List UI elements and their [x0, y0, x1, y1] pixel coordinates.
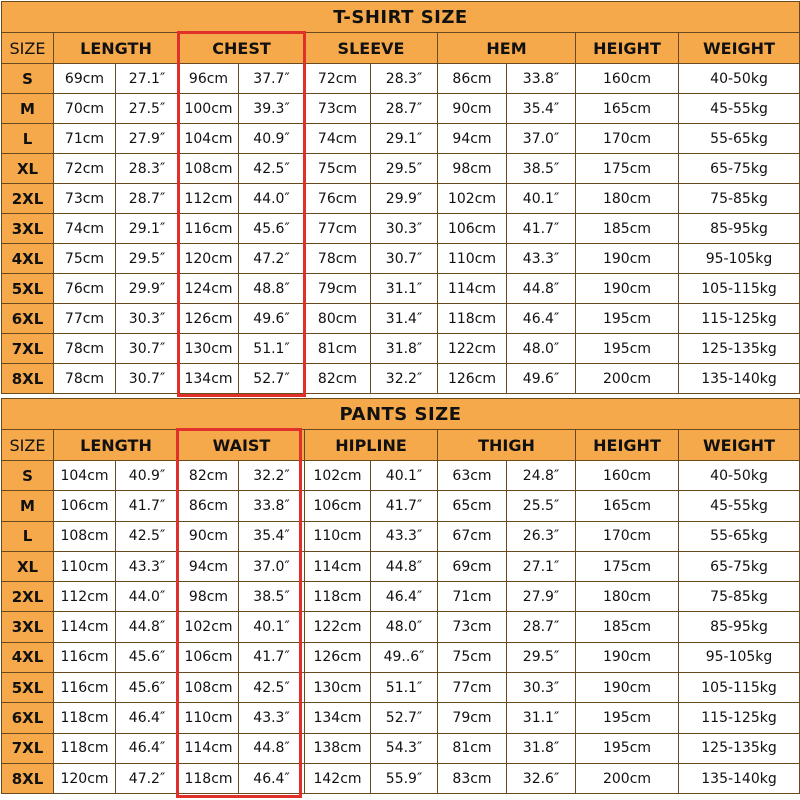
table-cell: 24.8″ — [507, 461, 576, 491]
table-cell: 165cm — [576, 94, 679, 124]
table-cell: 27.1″ — [507, 551, 576, 581]
table-cell: 135-140kg — [679, 763, 800, 793]
table-row — [2, 334, 800, 364]
size-label: 6XL — [2, 703, 54, 733]
table-row — [2, 364, 800, 394]
table-cell: 95-105kg — [679, 642, 800, 672]
table-cell: 26.3″ — [507, 521, 576, 551]
table-cell: 75-85kg — [679, 582, 800, 612]
table-cell: 116cm — [179, 214, 239, 244]
table-cell: 75-85kg — [679, 184, 800, 214]
table-cell: 110cm — [438, 244, 507, 274]
column-header-length: LENGTH — [54, 33, 179, 64]
column-header-height: HEIGHT — [576, 33, 679, 64]
table-cell: 78cm — [54, 334, 116, 364]
table-cell: 30.7″ — [116, 364, 179, 394]
table-cell: 54.3″ — [371, 733, 438, 763]
table-cell: 190cm — [576, 274, 679, 304]
table-cell: 48.8″ — [239, 274, 305, 304]
table-cell: 31.1″ — [371, 274, 438, 304]
table-cell: 120cm — [179, 244, 239, 274]
table-cell: 85-95kg — [679, 214, 800, 244]
table-row — [2, 64, 800, 94]
size-label: S — [2, 64, 54, 94]
table-cell: 40.1″ — [507, 184, 576, 214]
size-label: 8XL — [2, 763, 54, 793]
table-cell: 108cm — [179, 154, 239, 184]
table-cell: 42.5″ — [239, 673, 305, 703]
table-cell: 31.4″ — [371, 304, 438, 334]
table-cell: 44.0″ — [239, 184, 305, 214]
table-cell: 52.7″ — [239, 364, 305, 394]
pants-table-body — [2, 461, 800, 794]
table-cell: 45.6″ — [239, 214, 305, 244]
table-cell: 70cm — [54, 94, 116, 124]
table-cell: 75cm — [54, 244, 116, 274]
table-cell: 76cm — [54, 274, 116, 304]
tshirt-size-table — [1, 1, 800, 394]
table-cell: 30.3″ — [116, 304, 179, 334]
table-cell: 42.5″ — [116, 521, 179, 551]
table-cell: 104cm — [54, 461, 116, 491]
table-cell: 30.3″ — [371, 214, 438, 244]
column-header-weight: WEIGHT — [679, 430, 800, 461]
column-header-hipline: HIPLINE — [305, 430, 438, 461]
table-cell: 86cm — [179, 491, 239, 521]
table-cell: 135-140kg — [679, 364, 800, 394]
table-cell: 82cm — [305, 364, 371, 394]
column-header-chest: CHEST — [179, 33, 305, 64]
table-cell: 102cm — [438, 184, 507, 214]
table-cell: 39.3″ — [239, 94, 305, 124]
table-cell: 115-125kg — [679, 703, 800, 733]
table-cell: 55.9″ — [371, 763, 438, 793]
table-row — [2, 274, 800, 304]
table-cell: 114cm — [54, 612, 116, 642]
table-cell: 115-125kg — [679, 304, 800, 334]
table-cell: 74cm — [305, 124, 371, 154]
table-cell: 51.1″ — [239, 334, 305, 364]
table-cell: 94cm — [438, 124, 507, 154]
table-cell: 49..6″ — [371, 642, 438, 672]
table-cell: 27.9″ — [116, 124, 179, 154]
table-cell: 185cm — [576, 612, 679, 642]
table-cell: 51.1″ — [371, 673, 438, 703]
table-row — [2, 521, 800, 551]
size-label: 7XL — [2, 334, 54, 364]
table-cell: 47.2″ — [239, 244, 305, 274]
table-cell: 38.5″ — [239, 582, 305, 612]
table-cell: 110cm — [54, 551, 116, 581]
table-row — [2, 94, 800, 124]
table-cell: 45.6″ — [116, 642, 179, 672]
table-cell: 55-65kg — [679, 124, 800, 154]
table-cell: 46.4″ — [371, 582, 438, 612]
table-row — [2, 184, 800, 214]
table-cell: 200cm — [576, 364, 679, 394]
table-cell: 77cm — [54, 304, 116, 334]
table-cell: 102cm — [305, 461, 371, 491]
table-cell: 102cm — [179, 612, 239, 642]
table-cell: 44.8″ — [116, 612, 179, 642]
table-cell: 43.3″ — [507, 244, 576, 274]
table-cell: 106cm — [54, 491, 116, 521]
table-cell: 63cm — [438, 461, 507, 491]
table-cell: 69cm — [438, 551, 507, 581]
size-label: XL — [2, 551, 54, 581]
table-cell: 134cm — [305, 703, 371, 733]
table-row — [2, 551, 800, 581]
table-cell: 40.1″ — [371, 461, 438, 491]
table-cell: 29.5″ — [507, 642, 576, 672]
size-label: M — [2, 94, 54, 124]
table-cell: 42.5″ — [239, 154, 305, 184]
table-cell: 114cm — [179, 733, 239, 763]
table-cell: 110cm — [179, 703, 239, 733]
table-cell: 76cm — [305, 184, 371, 214]
table-cell: 175cm — [576, 551, 679, 581]
table-cell: 95-105kg — [679, 244, 800, 274]
table-cell: 41.7″ — [371, 491, 438, 521]
table-cell: 106cm — [305, 491, 371, 521]
table-cell: 79cm — [305, 274, 371, 304]
table-cell: 40-50kg — [679, 64, 800, 94]
size-label: 2XL — [2, 582, 54, 612]
table-cell: 86cm — [438, 64, 507, 94]
table-cell: 29.1″ — [371, 124, 438, 154]
table-cell: 126cm — [438, 364, 507, 394]
table-cell: 30.3″ — [507, 673, 576, 703]
table-cell: 35.4″ — [239, 521, 305, 551]
table-cell: 49.6″ — [507, 364, 576, 394]
table-cell: 27.5″ — [116, 94, 179, 124]
table-cell: 73cm — [305, 94, 371, 124]
table-cell: 31.8″ — [371, 334, 438, 364]
table-row — [2, 763, 800, 793]
table-cell: 47.2″ — [116, 763, 179, 793]
pants-size-table — [1, 398, 800, 794]
table-cell: 81cm — [305, 334, 371, 364]
table-cell: 45-55kg — [679, 491, 800, 521]
table-cell: 116cm — [54, 673, 116, 703]
table-cell: 195cm — [576, 334, 679, 364]
table-cell: 118cm — [305, 582, 371, 612]
table-cell: 94cm — [179, 551, 239, 581]
table-cell: 29.1″ — [116, 214, 179, 244]
table-cell: 55-65kg — [679, 521, 800, 551]
table-cell: 37.7″ — [239, 64, 305, 94]
table-cell: 28.7″ — [371, 94, 438, 124]
table-cell: 185cm — [576, 214, 679, 244]
table-row — [2, 703, 800, 733]
table-cell: 49.6″ — [239, 304, 305, 334]
tshirt-table-title: T-SHIRT SIZE — [2, 2, 800, 33]
table-cell: 40.1″ — [239, 612, 305, 642]
size-label: 7XL — [2, 733, 54, 763]
table-cell: 195cm — [576, 703, 679, 733]
table-cell: 75cm — [438, 642, 507, 672]
table-cell: 79cm — [438, 703, 507, 733]
table-cell: 28.7″ — [116, 184, 179, 214]
table-cell: 46.4″ — [116, 703, 179, 733]
table-cell: 29.9″ — [371, 184, 438, 214]
table-cell: 130cm — [305, 673, 371, 703]
table-cell: 190cm — [576, 673, 679, 703]
table-cell: 138cm — [305, 733, 371, 763]
table-cell: 85-95kg — [679, 612, 800, 642]
table-cell: 65-75kg — [679, 154, 800, 184]
table-cell: 44.8″ — [371, 551, 438, 581]
table-cell: 125-135kg — [679, 334, 800, 364]
table-cell: 180cm — [576, 582, 679, 612]
table-cell: 41.7″ — [239, 642, 305, 672]
table-cell: 41.7″ — [507, 214, 576, 244]
table-cell: 48.0″ — [507, 334, 576, 364]
table-cell: 28.3″ — [371, 64, 438, 94]
column-header-size: SIZE — [2, 33, 54, 64]
table-cell: 126cm — [179, 304, 239, 334]
table-cell: 108cm — [54, 521, 116, 551]
table-row — [2, 124, 800, 154]
table-cell: 73cm — [438, 612, 507, 642]
table-cell: 43.3″ — [239, 703, 305, 733]
table-cell: 195cm — [576, 304, 679, 334]
table-cell: 72cm — [54, 154, 116, 184]
table-cell: 90cm — [179, 521, 239, 551]
table-cell: 45.6″ — [116, 673, 179, 703]
column-header-weight: WEIGHT — [679, 33, 800, 64]
table-cell: 77cm — [305, 214, 371, 244]
table-cell: 78cm — [305, 244, 371, 274]
table-cell: 126cm — [305, 642, 371, 672]
table-cell: 32.6″ — [507, 763, 576, 793]
table-cell: 81cm — [438, 733, 507, 763]
column-header-height: HEIGHT — [576, 430, 679, 461]
table-cell: 142cm — [305, 763, 371, 793]
table-cell: 106cm — [179, 642, 239, 672]
table-cell: 28.7″ — [507, 612, 576, 642]
table-cell: 105-115kg — [679, 274, 800, 304]
table-cell: 170cm — [576, 124, 679, 154]
table-cell: 37.0″ — [507, 124, 576, 154]
table-row — [2, 304, 800, 334]
table-cell: 38.5″ — [507, 154, 576, 184]
table-row — [2, 154, 800, 184]
table-cell: 116cm — [54, 642, 116, 672]
table-cell: 30.7″ — [116, 334, 179, 364]
table-cell: 33.8″ — [239, 491, 305, 521]
table-cell: 104cm — [179, 124, 239, 154]
table-cell: 122cm — [305, 612, 371, 642]
table-cell: 67cm — [438, 521, 507, 551]
size-label: 3XL — [2, 612, 54, 642]
table-cell: 27.9″ — [507, 582, 576, 612]
table-cell: 40.9″ — [116, 461, 179, 491]
column-header-size: SIZE — [2, 430, 54, 461]
table-cell: 98cm — [179, 582, 239, 612]
size-label: XL — [2, 154, 54, 184]
table-cell: 112cm — [179, 184, 239, 214]
table-cell: 118cm — [438, 304, 507, 334]
size-label: 8XL — [2, 364, 54, 394]
table-cell: 118cm — [54, 703, 116, 733]
table-cell: 175cm — [576, 154, 679, 184]
table-cell: 200cm — [576, 763, 679, 793]
table-cell: 30.7″ — [371, 244, 438, 274]
table-cell: 43.3″ — [116, 551, 179, 581]
size-label: 6XL — [2, 304, 54, 334]
table-cell: 98cm — [438, 154, 507, 184]
table-cell: 78cm — [54, 364, 116, 394]
table-cell: 190cm — [576, 642, 679, 672]
table-cell: 44.0″ — [116, 582, 179, 612]
tshirt-size-chart — [1, 1, 799, 394]
table-cell: 71cm — [438, 582, 507, 612]
table-cell: 65cm — [438, 491, 507, 521]
table-cell: 74cm — [54, 214, 116, 244]
size-label: 5XL — [2, 673, 54, 703]
table-cell: 160cm — [576, 64, 679, 94]
table-cell: 44.8″ — [239, 733, 305, 763]
size-label: 5XL — [2, 274, 54, 304]
table-cell: 100cm — [179, 94, 239, 124]
table-row — [2, 244, 800, 274]
table-cell: 69cm — [54, 64, 116, 94]
table-cell: 44.8″ — [507, 274, 576, 304]
table-cell: 118cm — [54, 733, 116, 763]
table-cell: 29.9″ — [116, 274, 179, 304]
table-cell: 73cm — [54, 184, 116, 214]
table-cell: 75cm — [305, 154, 371, 184]
table-cell: 29.5″ — [371, 154, 438, 184]
table-cell: 190cm — [576, 244, 679, 274]
table-cell: 124cm — [179, 274, 239, 304]
table-cell: 195cm — [576, 733, 679, 763]
table-cell: 29.5″ — [116, 244, 179, 274]
table-cell: 125-135kg — [679, 733, 800, 763]
table-row — [2, 461, 800, 491]
table-cell: 32.2″ — [371, 364, 438, 394]
table-cell: 46.4″ — [239, 763, 305, 793]
table-row — [2, 673, 800, 703]
table-row — [2, 733, 800, 763]
table-cell: 134cm — [179, 364, 239, 394]
table-cell: 114cm — [438, 274, 507, 304]
size-label: M — [2, 491, 54, 521]
size-label: L — [2, 521, 54, 551]
table-cell: 120cm — [54, 763, 116, 793]
table-cell: 170cm — [576, 521, 679, 551]
table-cell: 65-75kg — [679, 551, 800, 581]
table-cell: 118cm — [179, 763, 239, 793]
table-cell: 48.0″ — [371, 612, 438, 642]
table-cell: 83cm — [438, 763, 507, 793]
table-cell: 122cm — [438, 334, 507, 364]
table-cell: 71cm — [54, 124, 116, 154]
column-header-hem: HEM — [438, 33, 576, 64]
table-cell: 130cm — [179, 334, 239, 364]
tshirt-table-body — [2, 64, 800, 394]
table-cell: 106cm — [438, 214, 507, 244]
table-cell: 180cm — [576, 184, 679, 214]
table-cell: 90cm — [438, 94, 507, 124]
column-header-waist: WAIST — [179, 430, 305, 461]
table-cell: 35.4″ — [507, 94, 576, 124]
size-label: 2XL — [2, 184, 54, 214]
size-label: 4XL — [2, 642, 54, 672]
table-cell: 114cm — [305, 551, 371, 581]
table-cell: 46.4″ — [507, 304, 576, 334]
size-label: 3XL — [2, 214, 54, 244]
table-cell: 165cm — [576, 491, 679, 521]
table-cell: 77cm — [438, 673, 507, 703]
size-label: L — [2, 124, 54, 154]
table-cell: 46.4″ — [116, 733, 179, 763]
table-cell: 110cm — [305, 521, 371, 551]
table-cell: 45-55kg — [679, 94, 800, 124]
table-row — [2, 491, 800, 521]
table-cell: 43.3″ — [371, 521, 438, 551]
table-cell: 32.2″ — [239, 461, 305, 491]
table-cell: 82cm — [179, 461, 239, 491]
table-cell: 31.8″ — [507, 733, 576, 763]
table-cell: 40-50kg — [679, 461, 800, 491]
table-row — [2, 582, 800, 612]
table-cell: 28.3″ — [116, 154, 179, 184]
table-cell: 160cm — [576, 461, 679, 491]
table-cell: 112cm — [54, 582, 116, 612]
table-cell: 31.1″ — [507, 703, 576, 733]
table-cell: 40.9″ — [239, 124, 305, 154]
table-row — [2, 642, 800, 672]
table-cell: 105-115kg — [679, 673, 800, 703]
column-header-thigh: THIGH — [438, 430, 576, 461]
pants-table-title: PANTS SIZE — [2, 399, 800, 430]
table-cell: 72cm — [305, 64, 371, 94]
size-label: 4XL — [2, 244, 54, 274]
table-cell: 37.0″ — [239, 551, 305, 581]
size-label: S — [2, 461, 54, 491]
table-row — [2, 612, 800, 642]
table-cell: 80cm — [305, 304, 371, 334]
table-cell: 33.8″ — [507, 64, 576, 94]
table-cell: 27.1″ — [116, 64, 179, 94]
column-header-length: LENGTH — [54, 430, 179, 461]
table-cell: 96cm — [179, 64, 239, 94]
table-cell: 41.7″ — [116, 491, 179, 521]
table-cell: 52.7″ — [371, 703, 438, 733]
pants-size-chart — [1, 398, 799, 794]
column-header-sleeve: SLEEVE — [305, 33, 438, 64]
table-cell: 25.5″ — [507, 491, 576, 521]
table-cell: 108cm — [179, 673, 239, 703]
table-row — [2, 214, 800, 244]
